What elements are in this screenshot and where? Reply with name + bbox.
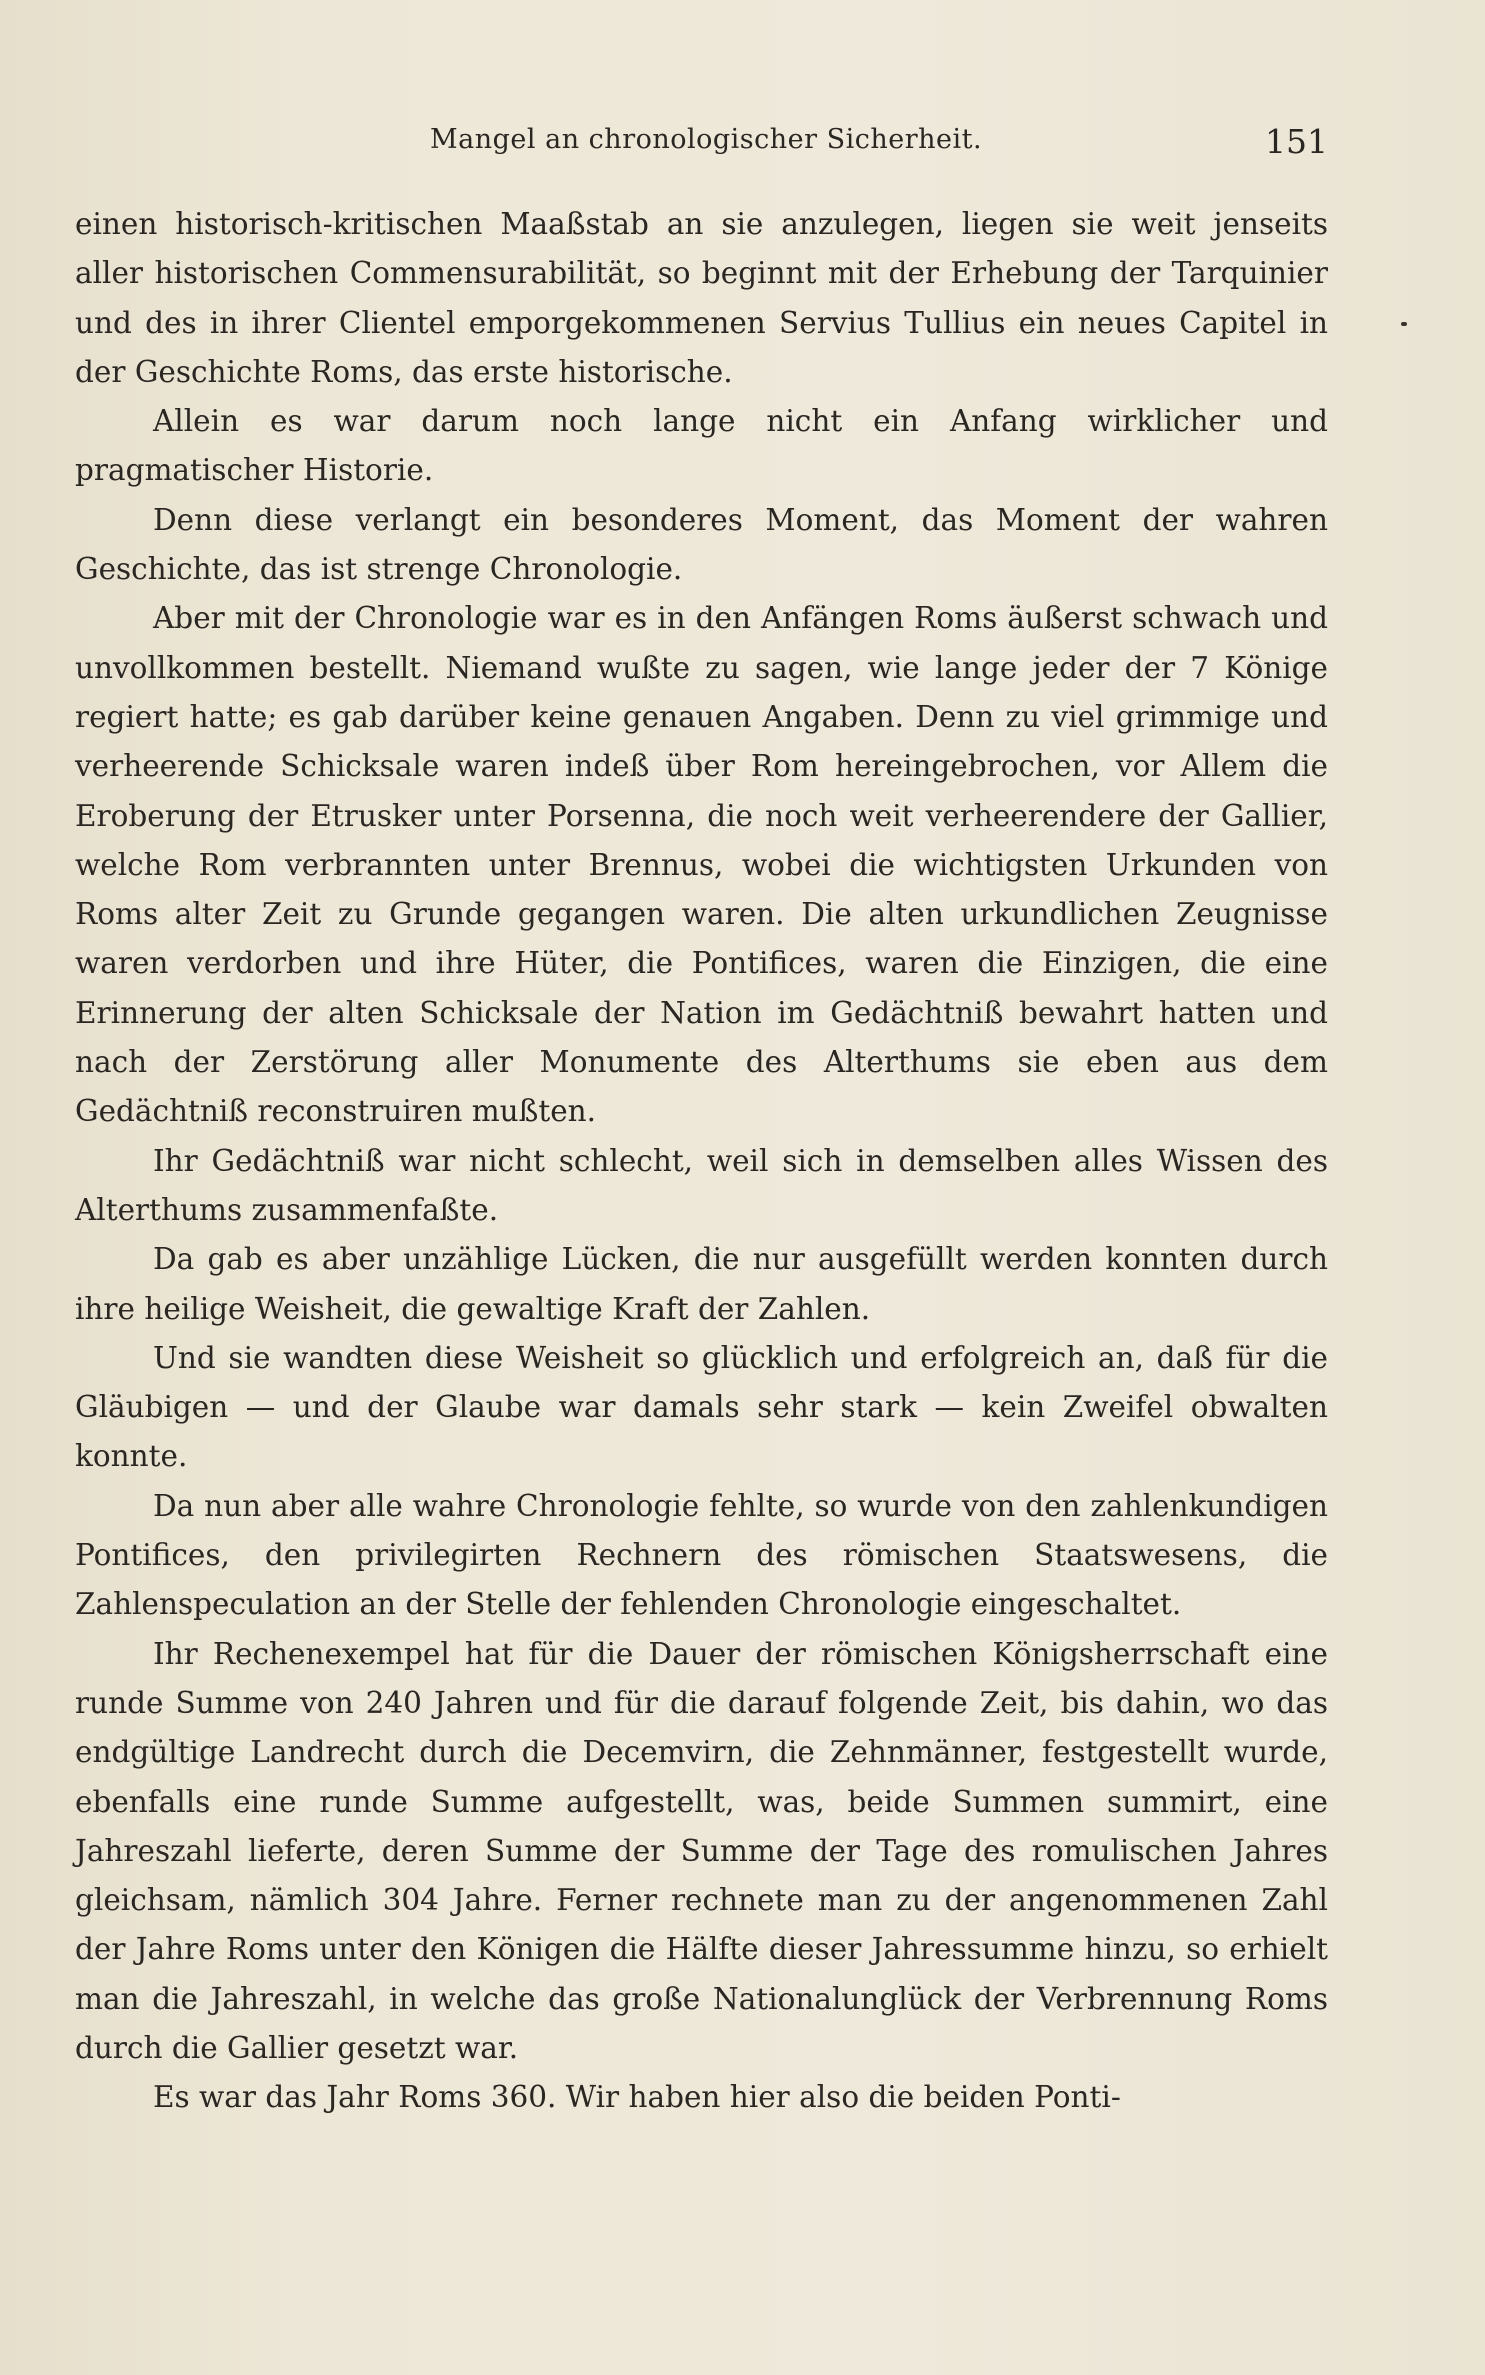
page-number: 151 [1265,122,1328,161]
paragraph: Allein es war darum noch lange nicht ein Anfang wirklicher und pragmatischer Historie. [75,404,1328,488]
paragraph: Es war das Jahr Roms 360. Wir haben hier also die beiden Ponti- [153,2080,1121,2115]
paragraph: Da nun aber alle wahre Chronologie fehlte, so wurde von den zahlenkundigen Pontifices, den privilegirten Rechnern des römischen Staatswesens, die Zahlenspeculation an der Stelle der fehlenden Chronologie eingeschaltet. [75,1488,1328,1622]
body-text [75,200,1328,2123]
paragraph: Denn diese verlangt ein besonderes Moment, das Moment der wahren Geschichte, das ist strenge Chronologie. [75,502,1328,587]
paragraph: Aber mit der Chronologie war es in den Anfängen Roms äußerst schwach und unvollkommen bestellt. Niemand wußte zu sagen, wie lange jeder der 7 Könige regiert hatte; es gab darüber keine genauen Angaben. Denn zu viel grimmige und verheerende Schicksale waren indeß über Rom hereingebrochen, vor Allem die Eroberung der Etrusker unter Porsenna, die noch weit verheerendere der Gallier, welche Rom verbrannten unter Brennus, wobei die wichtigsten Urkunden von Roms alter Zeit zu Grunde gegangen waren. Die alten urkundlichen Zeugnisse waren verdorben und ihre Hüter, die Pontifices, waren die Einzigen, die eine Erinnerung der alten Schicksale der Nation im Gedächtniß bewahrt hatten und nach der Zerstörung aller Monumente des Alterthums sie eben aus dem Gedächtniß reconstruiren mußten. [75,601,1328,1129]
paragraph: Ihr Gedächtniß war nicht schlecht, weil sich in demselben alles Wissen des Alterthums zusammenfaßte. [75,1143,1328,1227]
paragraph: einen historisch-kritischen Maaßstab an sie anzulegen, liegen sie weit jenseits aller historischen Commensurabilität, so beginnt mit der Erhebung der Tarquinier und des in ihrer Clientel emporgekommenen Servius Tullius ein neues Capitel in der Geschichte Roms, das erste historische. [75,207,1328,389]
paragraph: Da gab es aber unzählige Lücken, die nur ausgefüllt werden konnten durch ihre heilige Weisheit, die gewaltige Kraft der Zahlen. [75,1242,1328,1326]
paragraph: Ihr Rechenexempel hat für die Dauer der römischen Königsherrschaft eine runde Summe von 240 Jahren und für die darauf folgende Zeit, bis dahin, wo das endgültige Landrecht durch die Decemvirn, die Zehnmänner, festgestellt wurde, ebenfalls eine runde Summe aufgestellt, was, beide Summen summirt, eine Jahreszahl lieferte, deren Summe der Summe der Tage des romulischen Jahres gleichsam, nämlich 304 Jahre. Ferner rechnete man zu der angenommenen Zahl der Jahre Roms unter den Königen die Hälfte dieser Jahressumme hinzu, so erhielt man die Jahreszahl, in welche das große Nationalunglück der Verbrennung Roms durch die Gallier gesetzt war. [75,1636,1328,2065]
margin-mark [1401,322,1407,326]
page-header [75,122,1328,162]
running-head: Mangel an chronologischer Sicherheit. [430,124,983,155]
paragraph: Und sie wandten diese Weisheit so glücklich und erfolgreich an, daß für die Gläubigen — und der Glaube war damals sehr stark — kein Zweifel obwalten konnte. [75,1340,1328,1474]
